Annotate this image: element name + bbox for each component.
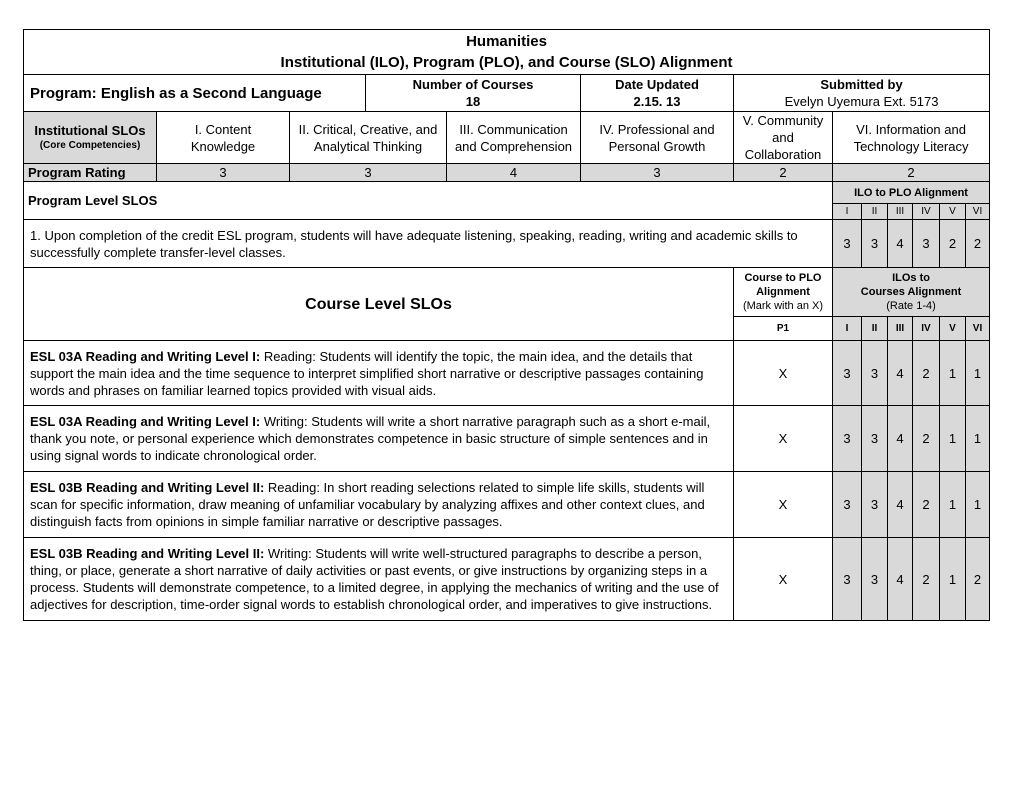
ilo-courses-line3: (Rate 1-4)	[886, 300, 936, 312]
numeral-header: IV	[913, 204, 940, 220]
course-level-slos-title: Course Level SLOs	[24, 268, 734, 341]
course-rating: 1	[940, 538, 966, 621]
ctp-line1: Course to PLO	[744, 272, 822, 284]
rating-value: 3	[290, 164, 447, 182]
plo-value: 4	[888, 220, 913, 268]
division-title: Humanities	[466, 33, 547, 50]
course-title: ESL 03A Reading and Writing Level I:	[30, 348, 261, 364]
course-rating: 1	[966, 341, 990, 406]
course-plo-mark: X	[734, 406, 833, 472]
document-title: Institutional (ILO), Program (PLO), and Course (SLO) Alignment	[280, 54, 733, 71]
ilos-to-courses-header	[833, 268, 990, 317]
course-row	[24, 341, 990, 406]
ilo-label: Institutional SLOs	[34, 123, 146, 138]
plo-value: 3	[833, 220, 862, 268]
numeral-header: VI	[966, 317, 990, 341]
rating-value: 3	[581, 164, 734, 182]
course-description: Reading: In short reading selections related to simple life skills, students will scan for specific information, draw meaning of unfamiliar vocabulary by analyzing affixes and other context clues, and distinguish facts from opinions in simple familiar narrative or descriptive passages.	[30, 480, 705, 529]
course-plo-mark: X	[734, 472, 833, 538]
date-updated	[581, 75, 734, 112]
plo-value: 2	[940, 220, 966, 268]
course-row	[24, 406, 990, 472]
course-slo-text	[24, 406, 734, 472]
course-rating: 3	[862, 341, 888, 406]
ctp-line2: Alignment	[756, 286, 810, 298]
courses-label: Number of Courses	[412, 77, 534, 92]
course-row	[24, 472, 990, 538]
course-header-row	[24, 268, 990, 317]
plo-header-row	[24, 182, 990, 204]
ilo-courses-line1: ILOs to	[892, 272, 930, 284]
submitted-value: Evelyn Uyemura Ext. 5173	[784, 94, 939, 109]
numeral-header: VI	[966, 204, 990, 220]
ilo-item: II. Critical, Creative, and Analytical Thinking	[290, 112, 447, 164]
program-rating-label: Program Rating	[24, 164, 157, 182]
course-rating: 4	[888, 472, 913, 538]
numeral-header: II	[862, 317, 888, 341]
course-rating: 4	[888, 341, 913, 406]
rating-value: 3	[157, 164, 290, 182]
course-slo-text	[24, 472, 734, 538]
number-of-courses	[366, 75, 581, 112]
course-plo-mark: X	[734, 538, 833, 621]
plo-row	[24, 220, 990, 268]
alignment-document	[23, 29, 989, 621]
plo-value: 3	[913, 220, 940, 268]
courses-value: 18	[465, 94, 481, 109]
ilo-row	[24, 112, 990, 164]
course-rating: 3	[833, 406, 862, 472]
program-level-slos-label: Program Level SLOS	[24, 182, 833, 220]
ilo-item: V. Community and Collaboration	[734, 112, 833, 164]
course-rating: 4	[888, 538, 913, 621]
course-rating: 3	[833, 341, 862, 406]
numeral-header: IV	[913, 317, 940, 341]
course-rating: 3	[862, 472, 888, 538]
course-slo-text	[24, 341, 734, 406]
course-to-plo-header	[734, 268, 833, 317]
ilo-item: I. Content Knowledge	[157, 112, 290, 164]
program-row	[24, 75, 990, 112]
ctp-line3: (Mark with an X)	[742, 300, 824, 312]
course-rating: 3	[862, 538, 888, 621]
plo-value: 3	[862, 220, 888, 268]
course-description: Writing: Students will write well-structured paragraphs to describe a person, thing, or place, generate a short narrative of daily activities or past events, or give instructions by organizing steps in a process. Students will demonstrate competence, to a limited degree, in applying the mechanics of writing and the use of adjectives for description, time-order signal words to establish chronological order, and imperatives to give instructions.	[30, 546, 719, 612]
date-label: Date Updated	[615, 77, 699, 92]
alignment-table	[23, 29, 990, 621]
date-value: 2.15. 13	[633, 94, 681, 109]
course-rating: 3	[862, 406, 888, 472]
course-title: ESL 03B Reading and Writing Level II:	[30, 546, 265, 561]
course-rating: 1	[940, 472, 966, 538]
ilo-item: VI. Information and Technology Literacy	[833, 112, 990, 164]
program-name: Program: English as a Second Language	[24, 75, 366, 112]
program-rating-row	[24, 164, 990, 182]
numeral-header: III	[888, 204, 913, 220]
course-row	[24, 538, 990, 621]
numeral-header: III	[888, 317, 913, 341]
course-description: Writing: Students will write a short narrative paragraph such as a short e-mail, thank you note, or personal experience which demonstrates competence in basic structure of simple sentences and in using signal words to indicate chronological order.	[30, 414, 711, 463]
ilo-item: III. Communication and Comprehension	[447, 112, 581, 164]
submitted-by	[734, 75, 990, 112]
course-rating: 2	[913, 538, 940, 621]
course-rating: 1	[940, 341, 966, 406]
course-title: ESL 03A Reading and Writing Level I:	[30, 414, 261, 429]
course-rating: 1	[966, 406, 990, 472]
course-rating: 4	[888, 406, 913, 472]
plo-value: 2	[966, 220, 990, 268]
course-rating: 2	[913, 472, 940, 538]
document-header	[24, 30, 990, 75]
p1-header: P1	[734, 317, 833, 341]
numeral-header: V	[940, 204, 966, 220]
rating-value: 4	[447, 164, 581, 182]
ilo-label-cell	[24, 112, 157, 164]
course-rating: 2	[913, 406, 940, 472]
ilo-to-plo-label: ILO to PLO Alignment	[833, 182, 990, 204]
numeral-header: II	[862, 204, 888, 220]
course-plo-mark: X	[734, 341, 833, 406]
rating-value: 2	[833, 164, 990, 182]
rating-value: 2	[734, 164, 833, 182]
course-description: Reading: Students will identify the topic, the main idea, and the details that support the main idea and the time sequence to interpret simplified short narrative or descriptive passages containing words and phrases on familiar learned topics provided with visual aids.	[30, 348, 704, 398]
course-rating: 2	[913, 341, 940, 406]
numeral-header: I	[833, 317, 862, 341]
title-row	[24, 30, 990, 75]
course-title: ESL 03B Reading and Writing Level II:	[30, 480, 265, 495]
course-rating: 1	[966, 472, 990, 538]
plo-text: 1. Upon completion of the credit ESL program, students will have adequate listening, speaking, reading, writing and academic skills to successfully complete transfer-level classes.	[24, 220, 833, 268]
course-rating: 3	[833, 538, 862, 621]
numeral-header: V	[940, 317, 966, 341]
course-rating: 1	[940, 406, 966, 472]
ilo-sublabel: (Core Competencies)	[39, 140, 141, 151]
ilo-item: IV. Professional and Personal Growth	[581, 112, 734, 164]
course-rating: 2	[966, 538, 990, 621]
course-slo-text	[24, 538, 734, 621]
submitted-label: Submitted by	[820, 77, 903, 92]
ilo-courses-line2: Courses Alignment	[860, 286, 962, 298]
course-rating: 3	[833, 472, 862, 538]
numeral-header: I	[833, 204, 862, 220]
